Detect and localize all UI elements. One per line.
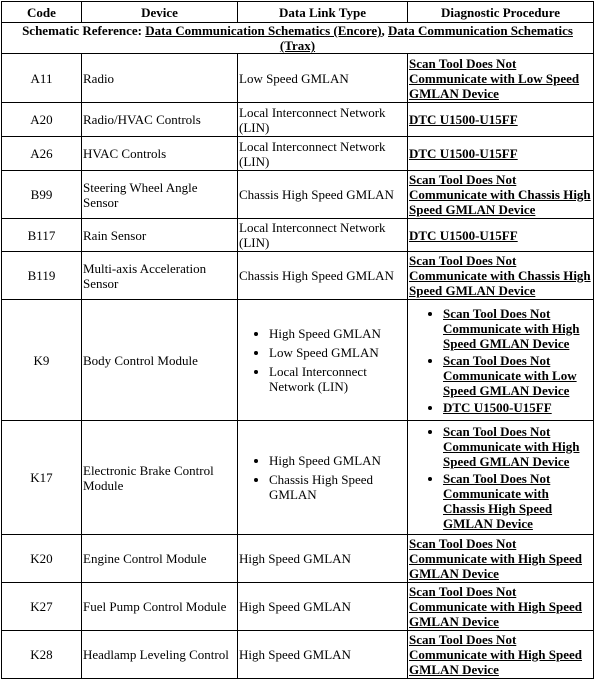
schematic-reference [2, 23, 594, 54]
cell-procedure [408, 535, 594, 583]
data-link-item: • Low Speed GMLAN [269, 345, 406, 360]
table-row [2, 535, 594, 583]
cell-device: HVAC Controls [82, 137, 238, 171]
data-link-list [239, 453, 406, 502]
cell-code: K27 [2, 583, 82, 631]
schematic-reference-row [2, 23, 594, 54]
table-row [2, 103, 594, 137]
procedure-link[interactable]: Scan Tool Does Not Communicate with High Speed GMLAN Device [443, 305, 580, 351]
table-row [2, 300, 594, 421]
cell-device: Rain Sensor [82, 219, 238, 252]
cell-data-link-type: Chassis High Speed GMLAN [238, 171, 408, 219]
procedure-link[interactable]: Scan Tool Does Not Communicate with Chassis High Speed GMLAN Device [409, 172, 591, 217]
procedure-item [443, 400, 592, 415]
procedure-link[interactable]: DTC U1500-U15FF [409, 227, 518, 243]
procedure-item [443, 424, 592, 469]
data-link-item: • High Speed GMLAN [269, 326, 406, 341]
schematic-reference-label: Schematic Reference: [22, 23, 146, 38]
cell-device: Engine Control Module [82, 535, 238, 583]
cell-device: Electronic Brake Control Module [82, 421, 238, 535]
procedure-item [443, 353, 592, 398]
cell-code: K28 [2, 631, 82, 679]
procedure-link[interactable]: Scan Tool Does Not Communicate with Chassis High Speed GMLAN Device [443, 471, 553, 531]
cell-code: B99 [2, 171, 82, 219]
cell-code: A11 [2, 54, 82, 103]
cell-procedure [408, 103, 594, 137]
cell-data-link-type: Local Interconnect Network (LIN) [238, 137, 408, 171]
cell-device: Body Control Module [82, 300, 238, 421]
table-row [2, 219, 594, 252]
table-row [2, 171, 594, 219]
procedure-item [443, 306, 592, 351]
cell-data-link-type: High Speed GMLAN [238, 631, 408, 679]
data-link-item: • Local Interconnect Network (LIN) [269, 364, 406, 394]
header-data-link-type: Data Link Type [238, 2, 408, 23]
data-link-table [1, 1, 594, 679]
cell-device: Multi-axis Acceleration Sensor [82, 252, 238, 300]
table-row [2, 137, 594, 171]
cell-procedure [408, 137, 594, 171]
procedure-link[interactable]: DTC U1500-U15FF [409, 146, 518, 161]
cell-procedure [408, 631, 594, 679]
data-link-list [239, 326, 406, 394]
header-row [2, 2, 594, 23]
cell-procedure [408, 300, 594, 421]
cell-device: Steering Wheel Angle Sensor [82, 171, 238, 219]
cell-data-link-type [238, 421, 408, 535]
procedure-list [409, 424, 592, 531]
cell-procedure [408, 171, 594, 219]
table-row [2, 631, 594, 679]
cell-procedure [408, 54, 594, 103]
cell-procedure [408, 583, 594, 631]
procedure-item [443, 471, 592, 531]
cell-data-link-type: Low Speed GMLAN [238, 54, 408, 103]
cell-code: B119 [2, 252, 82, 300]
cell-code: K9 [2, 300, 82, 421]
cell-code: K20 [2, 535, 82, 583]
cell-data-link-type: Local Interconnect Network (LIN) [238, 103, 408, 137]
cell-code: A26 [2, 137, 82, 171]
procedure-list [409, 306, 592, 415]
header-code: Code [2, 2, 82, 23]
table-row [2, 583, 594, 631]
procedure-link[interactable]: DTC U1500-U15FF [409, 112, 518, 127]
cell-procedure [408, 219, 594, 252]
procedure-link[interactable]: DTC U1500-U15FF [443, 399, 552, 415]
cell-device: Headlamp Leveling Control [82, 631, 238, 679]
procedure-link[interactable]: Scan Tool Does Not Communicate with Low Speed GMLAN Device [409, 55, 580, 101]
cell-procedure [408, 421, 594, 535]
data-link-item: • High Speed GMLAN [269, 453, 406, 468]
cell-data-link-type: High Speed GMLAN [238, 535, 408, 583]
table-row [2, 421, 594, 535]
header-diagnostic-procedure: Diagnostic Procedure [408, 2, 594, 23]
cell-data-link-type [238, 300, 408, 421]
procedure-link[interactable]: Scan Tool Does Not Communicate with Low Speed GMLAN Device [443, 352, 577, 398]
cell-device: Radio/HVAC Controls [82, 103, 238, 137]
cell-code: B117 [2, 219, 82, 252]
schematic-link-encore[interactable]: Data Communication Schematics (Encore) [145, 23, 382, 38]
cell-data-link-type: High Speed GMLAN [238, 583, 408, 631]
procedure-link[interactable]: Scan Tool Does Not Communicate with High Speed GMLAN Device [443, 424, 580, 469]
cell-data-link-type: Local Interconnect Network (LIN) [238, 219, 408, 252]
procedure-link[interactable]: Scan Tool Does Not Communicate with Chassis High Speed GMLAN Device [409, 253, 591, 298]
procedure-link[interactable]: Scan Tool Does Not Communicate with High Speed GMLAN Device [409, 536, 582, 581]
cell-code: K17 [2, 421, 82, 535]
cell-data-link-type: Chassis High Speed GMLAN [238, 252, 408, 300]
schematic-separator: , [381, 23, 389, 38]
procedure-link[interactable]: Scan Tool Does Not Communicate with High Speed GMLAN Device [409, 632, 582, 677]
table-row [2, 54, 594, 103]
schematic-link-trax[interactable]: Data Communication Schematics (Trax) [279, 23, 573, 53]
procedure-link[interactable]: Scan Tool Does Not Communicate with High Speed GMLAN Device [409, 584, 582, 629]
table-row [2, 252, 594, 300]
header-device: Device [82, 2, 238, 23]
data-link-item: • Chassis High Speed GMLAN [269, 472, 406, 502]
cell-device: Radio [82, 54, 238, 103]
cell-code: A20 [2, 103, 82, 137]
cell-device: Fuel Pump Control Module [82, 583, 238, 631]
cell-procedure [408, 252, 594, 300]
